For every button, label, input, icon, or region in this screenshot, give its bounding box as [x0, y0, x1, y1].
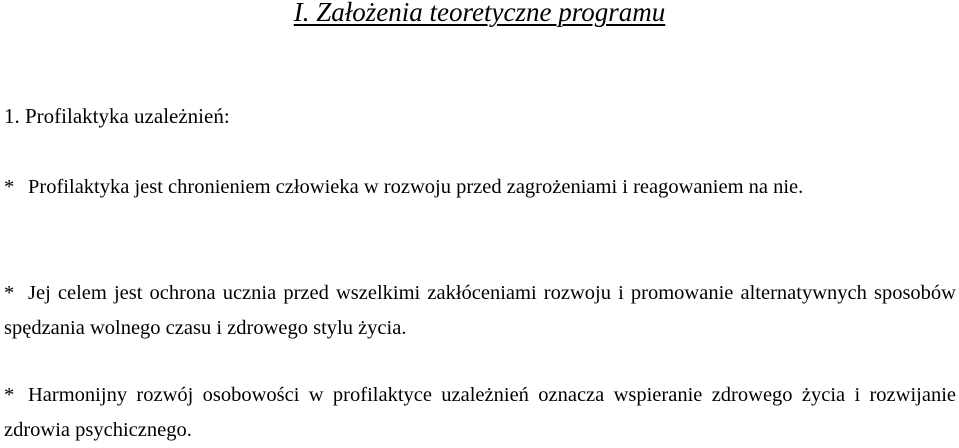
- bullet-marker: *: [4, 176, 15, 198]
- paragraph-text: Jej celem jest ochrona ucznia przed wszelkimi zakłóceniami rozwoju i promowanie alternatywnych sposobów spędzania wolnego czasu i zdrowego stylu życia.: [4, 282, 956, 339]
- document-title: I. Założenia teoretyczne programu: [293, 0, 666, 27]
- section-heading: 1. Profilaktyka uzależnień:: [4, 104, 230, 128]
- bullet-paragraph-1: [4, 170, 956, 205]
- bullet-marker: *: [4, 282, 15, 304]
- bullet-paragraph-2: [4, 276, 956, 346]
- paragraph-text: Profilaktyka jest chronieniem człowieka w rozwoju przed zagrożeniami i reagowaniem na nie.: [28, 176, 804, 198]
- paragraph-text: Harmonijny rozwój osobowości w profilaktyce uzależnień oznacza wspieranie zdrowego życia i rozwijanie zdrowia psychicznego.: [4, 384, 956, 441]
- bullet-paragraph-3: [4, 378, 956, 448]
- bullet-marker: *: [4, 384, 15, 406]
